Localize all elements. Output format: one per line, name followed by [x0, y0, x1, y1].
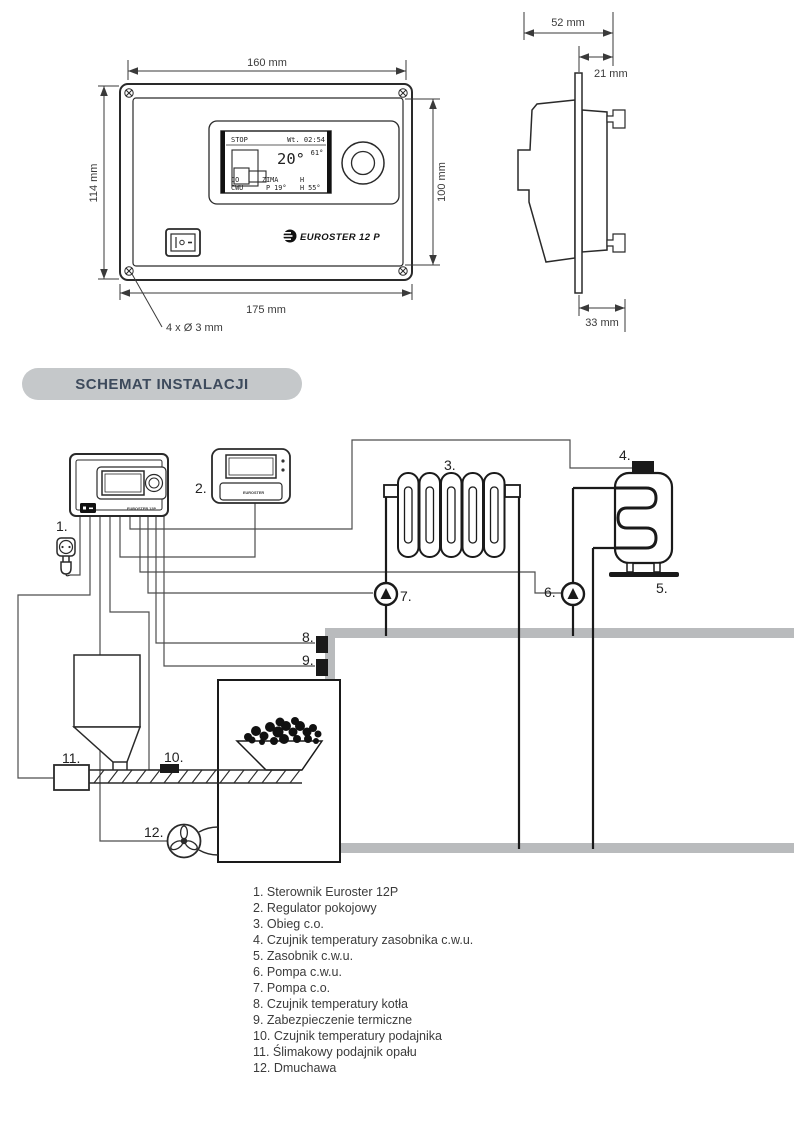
brand-text: EUROSTER 12 P	[300, 232, 381, 243]
label-9: 9.	[302, 652, 314, 668]
mains-plug-icon	[61, 556, 71, 576]
lcd-feeder-temp: P 19°	[266, 184, 287, 192]
dim-label-114: 114 mm	[88, 163, 100, 203]
pump-cwu	[562, 583, 584, 605]
feeder-motor	[54, 765, 89, 790]
room-regulator	[212, 449, 290, 503]
dim-label-52: 52 mm	[551, 17, 585, 29]
supply-pipe	[325, 628, 794, 638]
legend-item: 7. Pompa c.o.	[253, 981, 331, 995]
front-view-drawing	[120, 84, 412, 280]
lcd-co: CO	[231, 176, 240, 184]
boiler-sensor	[316, 636, 328, 653]
label-10: 10.	[164, 749, 184, 765]
lcd-mode: ZIMA	[262, 176, 279, 184]
return-pipe	[340, 843, 794, 853]
lcd-h-bottom: H 55°	[300, 184, 321, 192]
pump-co	[375, 583, 397, 605]
installation-schematic	[0, 420, 794, 880]
mains-socket-icon	[57, 538, 75, 556]
legend-item: 5. Zasobnik c.w.u.	[253, 949, 354, 963]
label-12: 12.	[144, 824, 164, 840]
housing-profile	[518, 100, 575, 262]
label-11: 11.	[62, 750, 81, 766]
section-header	[22, 368, 302, 400]
dim-label-175: 175 mm	[246, 304, 286, 316]
label-7: 7.	[400, 588, 412, 604]
controller-switch	[80, 503, 96, 513]
lcd-h-top: H	[300, 176, 305, 184]
dim-label-100: 100 mm	[436, 162, 448, 202]
regulator-brand-text: EUROSTER	[243, 491, 265, 495]
label-4: 4.	[619, 447, 631, 463]
label-3: 3.	[444, 457, 456, 473]
legend-item: 6. Pompa c.w.u.	[253, 965, 342, 979]
dim-label-holes: 4 x Ø 3 mm	[166, 322, 223, 334]
dim-depth-rear	[579, 295, 625, 332]
dim-height-left	[88, 86, 119, 279]
side-view-drawing	[518, 73, 625, 293]
legend-item: 12. Dmuchawa	[253, 1061, 337, 1075]
front-panel-plate	[575, 73, 582, 293]
mounting-tab-top	[607, 110, 625, 128]
hot-water-tank	[609, 461, 679, 577]
legend-item: 9. Zabezpieczenie termiczne	[253, 1013, 413, 1027]
legend-item: 8. Czujnik temperatury kotła	[253, 997, 408, 1011]
dim-depth-front	[579, 46, 628, 80]
thermal-cutout	[316, 659, 328, 676]
rear-box-profile	[582, 110, 607, 252]
fuel-hopper	[74, 655, 140, 770]
legend-item: 2. Regulator pokojowy	[253, 901, 377, 915]
legend-item: 3. Obieg c.o.	[253, 917, 324, 931]
legend-item: 11. Ślimakowy podajnik opału	[253, 1045, 417, 1059]
radiator	[384, 473, 520, 557]
legend-item: 1. Sterownik Euroster 12P	[253, 885, 399, 899]
water-pipes	[325, 628, 794, 853]
label-6: 6.	[544, 584, 556, 600]
lcd-day-time: Wt. 02:54	[287, 136, 325, 144]
dim-label-33: 33 mm	[585, 317, 619, 329]
dim-mounting-holes	[132, 274, 223, 334]
controller-brand-text: EUROSTER 12P	[127, 507, 156, 511]
dim-depth-overall	[524, 12, 613, 66]
legend-item: 10. Czujnik temperatury podajnika	[253, 1029, 442, 1043]
label-8: 8.	[302, 629, 314, 645]
lcd-status: STOP	[231, 136, 248, 144]
lcd-temp-right: 61°	[310, 149, 324, 157]
legend-item: 4. Czujnik temperatury zasobnika c.w.u.	[253, 933, 474, 947]
boiler	[218, 680, 340, 862]
label-1: 1.	[56, 518, 68, 534]
dimension-drawings	[0, 0, 794, 360]
blower-fan	[168, 825, 219, 858]
lcd-cwu: CWU	[231, 184, 244, 192]
dim-label-21: 21 mm	[594, 68, 628, 80]
tank-sensor	[632, 461, 654, 472]
dim-label-160: 160 mm	[247, 57, 287, 69]
feeder-sensor	[160, 764, 179, 773]
legend	[253, 884, 473, 1076]
lcd-temp-main: 20°	[277, 150, 305, 168]
label-2: 2.	[195, 480, 207, 496]
label-5: 5.	[656, 580, 668, 596]
dim-width-bottom	[120, 284, 412, 316]
dim-width-top	[128, 57, 406, 80]
mounting-tab-bottom	[607, 234, 625, 252]
section-header-title: SCHEMAT INSTALACJI	[75, 375, 249, 393]
controller-unit	[70, 454, 168, 516]
